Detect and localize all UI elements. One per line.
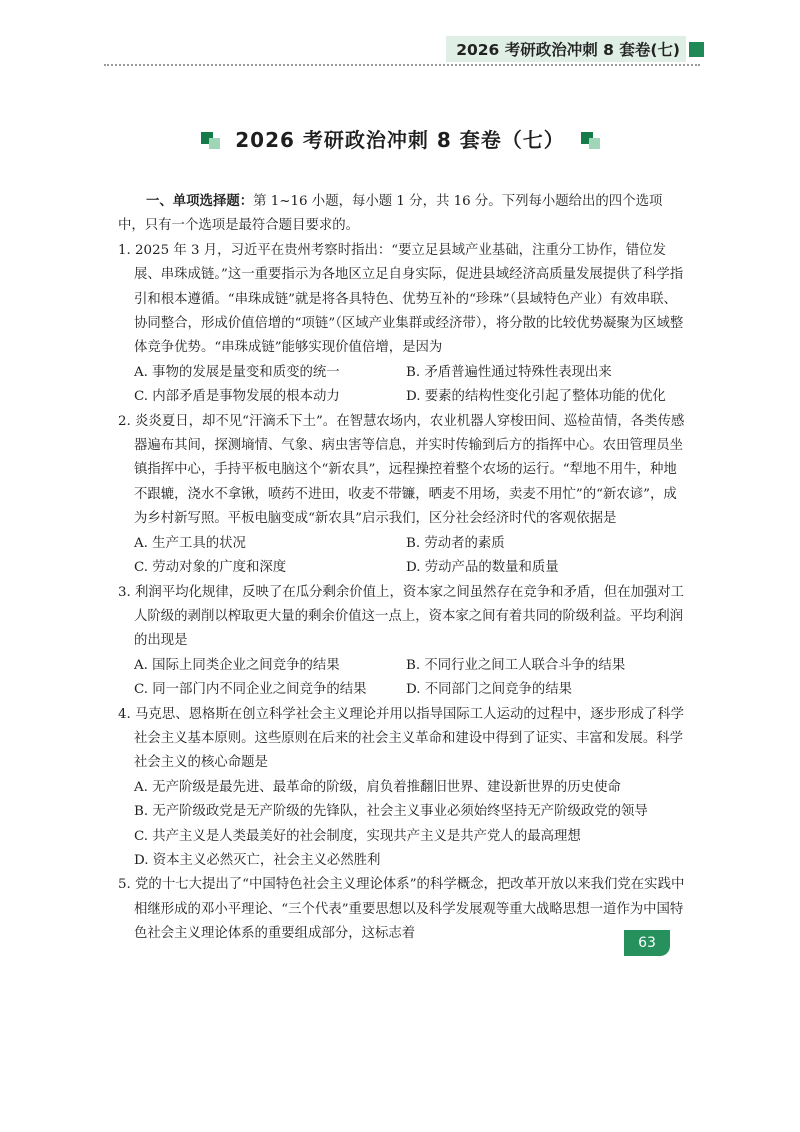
option-c: C. 内部矛盾是事物发展的根本动力 bbox=[134, 389, 340, 405]
option-a: A. 国际上同类企业之间竞争的结果 bbox=[134, 657, 340, 673]
option-b: B. 劳动者的素质 bbox=[406, 535, 505, 551]
page-number: 63 bbox=[624, 930, 670, 956]
question-2 bbox=[118, 410, 688, 581]
option-c: C. 同一部门内不同企业之间竞争的结果 bbox=[134, 682, 367, 698]
page-title: 2026 考研政治冲刺 8 套卷（七） bbox=[235, 128, 565, 152]
question-5 bbox=[118, 873, 688, 946]
question-stem: 1. 2025 年 3 月，习近平在贵州考察时指出：“要立足县域产业基础，注重分工协作，错位发展、串珠成链。”这一重要指示为各地区立足自身实际，促进县域经济高质量发展提供了科学指引和根本遵循。“串珠成链”就是将各具特色、优势互补的“珍珠”（县域特色产业）有效串联、协同整合，形成价值倍增的“项链”（区域产业集群或经济带），将分散的比较优势凝聚为区域整体竞争优势。“串珠成链”能够实现价值倍增，是因为 bbox=[118, 242, 684, 356]
section-label: 一、单项选择题： bbox=[146, 194, 254, 209]
option-a: A. 事物的发展是量变和质变的统一 bbox=[134, 364, 340, 380]
option-d: D. 劳动产品的数量和质量 bbox=[406, 560, 559, 576]
options bbox=[118, 532, 688, 581]
option-d: D. 不同部门之间竞争的结果 bbox=[406, 682, 573, 698]
title-row bbox=[0, 124, 800, 153]
option-b: B. 无产阶级政党是无产阶级的先锋队，社会主义事业必须始终坚持无产阶级政党的领导 bbox=[134, 804, 648, 820]
question-4 bbox=[118, 703, 688, 874]
option-b: B. 不同行业之间工人联合斗争的结果 bbox=[406, 657, 626, 673]
question-content bbox=[118, 190, 688, 947]
question-stem: 4. 马克思、恩格斯在创立科学社会主义理论并用以指导国际工人运动的过程中，逐步形成了科学社会主义基本原则。这些原则在后来的社会主义革命和建设中得到了证实、丰富和发展。科学社会主义的核心命题是 bbox=[118, 706, 685, 771]
question-stem: 5. 党的十七大提出了“中国特色社会主义理论体系”的科学概念，把改革开放以来我们党在实践中相继形成的邓小平理论、“三个代表”重要思想以及科学发展观等重大战略思想一道作为中国特色社会主义理论体系的重要组成部分，这标志着 bbox=[118, 877, 685, 942]
running-header bbox=[446, 36, 704, 62]
section-text: 第 1~16 小题，每小题 1 分，共 16 分。下列每小题给出的四个选项中，只有一个选项是最符合题目要求的。 bbox=[118, 194, 663, 234]
option-a: A. 生产工具的状况 bbox=[134, 535, 246, 551]
title-right-squares-icon bbox=[579, 129, 601, 149]
option-c: C. 共产主义是人类最美好的社会制度，实现共产主义是共产党人的最高理想 bbox=[134, 828, 581, 844]
question-3 bbox=[118, 581, 688, 703]
option-d: D. 要素的结构性变化引起了整体功能的优化 bbox=[406, 389, 666, 405]
question-stem: 3. 利润平均化规律，反映了在瓜分剩余价值上，资本家之间虽然存在竞争和矛盾，但在加强对工人阶级的剥削以榨取更大量的剩余价值这一点上，资本家之间有着共同的阶级利益。平均利润的出现是 bbox=[118, 584, 685, 649]
options bbox=[118, 361, 688, 410]
options bbox=[118, 654, 688, 703]
option-a: A. 无产阶级是最先进、最革命的阶级，肩负着推翻旧世界、建设新世界的历史使命 bbox=[134, 779, 621, 795]
option-b: B. 矛盾普遍性通过特殊性表现出来 bbox=[406, 364, 612, 380]
dotted-divider bbox=[104, 64, 700, 66]
section-instructions bbox=[118, 190, 688, 239]
option-c: C. 劳动对象的广度和深度 bbox=[134, 560, 287, 576]
question-stem: 2. 炎炎夏日，却不见“汗滴禾下土”。在智慧农场内，农业机器人穿梭田间、巡检苗情，各类传感器遍布其间，探测墒情、气象、病虫害等信息，并实时传输到后方的指挥中心。农田管理员坐镇指挥中心，手持平板电脑这个“新农具”，远程操控着整个农场的运行。“犁地不用牛，种地不跟辘，浇水不拿锹，喷药不进田，收麦不带镰，晒麦不用场，卖麦不用忙”的“新农谚”，成为乡村新写照。平板电脑变成“新农具”启示我们，区分社会经济时代的客观依据是 bbox=[118, 413, 685, 527]
header-square-icon bbox=[689, 42, 704, 57]
option-d: D. 资本主义必然灭亡，社会主义必然胜利 bbox=[134, 852, 381, 868]
header-title: 2026 考研政治冲刺 8 套卷(七) bbox=[446, 36, 686, 62]
question-1 bbox=[118, 239, 688, 410]
title-left-squares-icon bbox=[199, 129, 221, 149]
